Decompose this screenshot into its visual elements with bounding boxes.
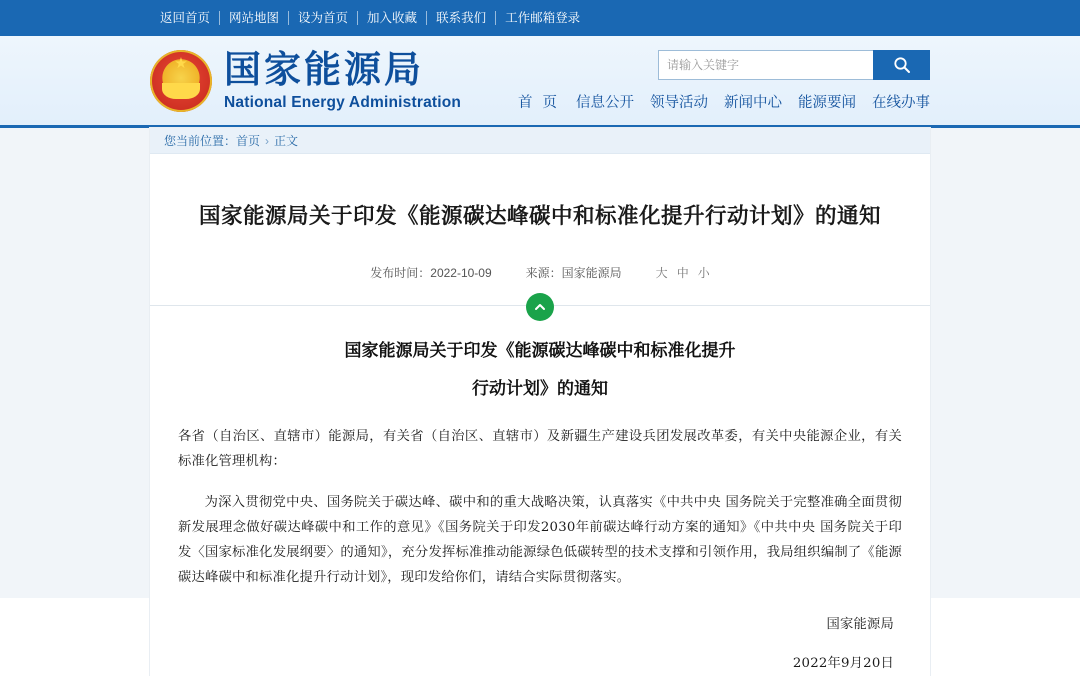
topbar-link-contact[interactable]: 联系我们: [427, 11, 496, 25]
font-size-small[interactable]: 小: [697, 266, 710, 281]
document-title-line1: 国家能源局关于印发《能源碳达峰碳中和标准化提升: [344, 341, 736, 362]
document-date: 2022年9月20日: [792, 656, 894, 672]
search-button[interactable]: [873, 50, 930, 80]
search-box: [658, 50, 930, 80]
nav-item-energy-news[interactable]: 能源要闻: [798, 95, 856, 111]
nav-item-online-service[interactable]: 在线办事: [872, 95, 930, 111]
publish-time: 发布时间：2022-10-09: [370, 266, 492, 281]
topbar-link-mail-login[interactable]: 工作邮箱登录: [505, 11, 581, 25]
top-utility-bar: [0, 0, 1080, 36]
topbar-link-sitemap[interactable]: 网站地图: [220, 11, 289, 25]
font-size-controls: [656, 264, 710, 281]
logo-title-cn: 国家能源局: [224, 46, 424, 91]
document-title-line2: 行动计划》的通知: [472, 379, 608, 400]
font-size-medium[interactable]: 中: [676, 266, 689, 281]
document-signature: 国家能源局: [826, 617, 894, 633]
chevron-up-icon: [533, 300, 547, 314]
site-header: [0, 36, 1080, 128]
topbar-link-bookmark[interactable]: 加入收藏: [358, 11, 427, 25]
document-paragraph-salutation: 各省（自治区、直辖市）能源局，有关省（自治区、直辖市）及新疆生产建设兵团发展改革委，有关中央能源企业，有关标准化管理机构：: [178, 429, 902, 470]
topbar-link-home[interactable]: 返回首页: [160, 11, 220, 25]
site-logo[interactable]: [224, 46, 462, 111]
article-header: [150, 168, 930, 305]
breadcrumb-item-home[interactable]: 首页: [236, 134, 261, 148]
breadcrumb-item-current: 正文: [274, 134, 299, 148]
breadcrumb: [150, 128, 930, 154]
article-divider: [150, 305, 930, 306]
article-source: 来源：国家能源局: [525, 266, 622, 281]
nav-item-leader-activities[interactable]: 领导活动: [650, 95, 708, 111]
nav-item-news-center[interactable]: 新闻中心: [724, 95, 782, 111]
article-meta: [176, 264, 904, 295]
content-shell: [150, 128, 930, 676]
document-paragraph-body: 为深入贯彻党中央、国务院关于碳达峰、碳中和的重大战略决策，认真落实《中共中央 国务院关于完整准确全面贯彻新发展理念做好碳达峰碳中和工作的意见》《国务院关于印发2030年前碳达峰行动方案的通知》《中共中央 国务院关于印发〈国家标准化发展纲要〉的通知》，充分发挥标准推动能源绿色低碳转型的技术支撑和引领作用，我局组织编制了《能源碳达峰碳中和标准化提升行动计划》，现印发给你们，请结合实际贯彻落实。: [178, 495, 902, 586]
search-icon: [892, 55, 912, 75]
font-size-large[interactable]: 大: [655, 266, 668, 281]
main-navigation: [518, 91, 930, 112]
scroll-to-top-button[interactable]: [526, 293, 554, 321]
nav-item-home[interactable]: 首 页: [517, 95, 560, 111]
nav-item-info-disclosure[interactable]: 信息公开: [576, 95, 634, 111]
breadcrumb-separator: ›: [265, 133, 270, 148]
page-title: 国家能源局关于印发《能源碳达峰碳中和标准化提升行动计划》的通知: [198, 204, 881, 230]
document-body: [150, 306, 930, 676]
search-input[interactable]: [658, 50, 873, 80]
logo-title-en: National Energy Administration: [224, 93, 462, 111]
national-emblem-icon: [150, 50, 212, 112]
breadcrumb-label: 您当前位置：: [164, 134, 237, 148]
topbar-link-set-homepage[interactable]: 设为首页: [289, 11, 358, 25]
